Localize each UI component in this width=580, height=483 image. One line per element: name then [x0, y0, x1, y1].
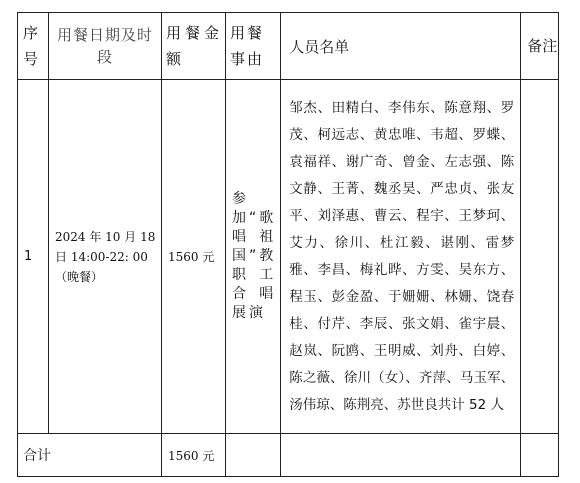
header-date: 用餐日期及时段 — [49, 13, 162, 80]
cell-date: 2024 年 10 月 18 日 14:00-22: 00（晚餐） — [49, 80, 162, 434]
header-note: 备注 — [521, 13, 559, 80]
cell-reason: 参加“歌唱祖国”教职工合唱展演 — [226, 80, 281, 434]
meal-record-table — [17, 12, 559, 477]
header-names: 人员名单 — [281, 13, 521, 80]
total-row — [18, 434, 559, 477]
total-label: 合计 — [18, 434, 162, 477]
header-reason: 用餐事由 — [226, 13, 281, 80]
cell-names: 邹杰、田精白、李伟东、陈意翔、罗茂、柯远志、黄忠唯、韦超、罗蝶、袁福祥、谢广奇、曾金、左志强、陈文静、王菁、魏丞昊、严忠贞、张友平、刘泽惠、曹云、程宇、王梦珂、艾力、徐川、杜江毅、谌刚、雷梦雅、李昌、梅礼晔、方雯、吴东方、程玉、彭金盈、于姗姗、林姗、饶春桂、付芹、李辰、张文娟、雀宇晨、赵岚、阮鸥、王明威、刘舟、白婷、陈之薇、徐川（女）、齐萍、马玉军、汤伟琼、陈荆亮、苏世良共计 52 人 — [281, 80, 521, 434]
table-row — [18, 80, 559, 434]
cell-amount: 1560 元 — [162, 80, 226, 434]
header-amount: 用餐金额 — [162, 13, 226, 80]
total-amount: 1560 元 — [162, 434, 226, 477]
header-seq: 序号 — [18, 13, 49, 80]
cell-note — [521, 80, 559, 434]
total-names-empty — [281, 434, 521, 477]
total-reason-empty — [226, 434, 281, 477]
total-note-empty — [521, 434, 559, 477]
cell-seq: 1 — [18, 80, 49, 434]
header-row — [18, 13, 559, 80]
